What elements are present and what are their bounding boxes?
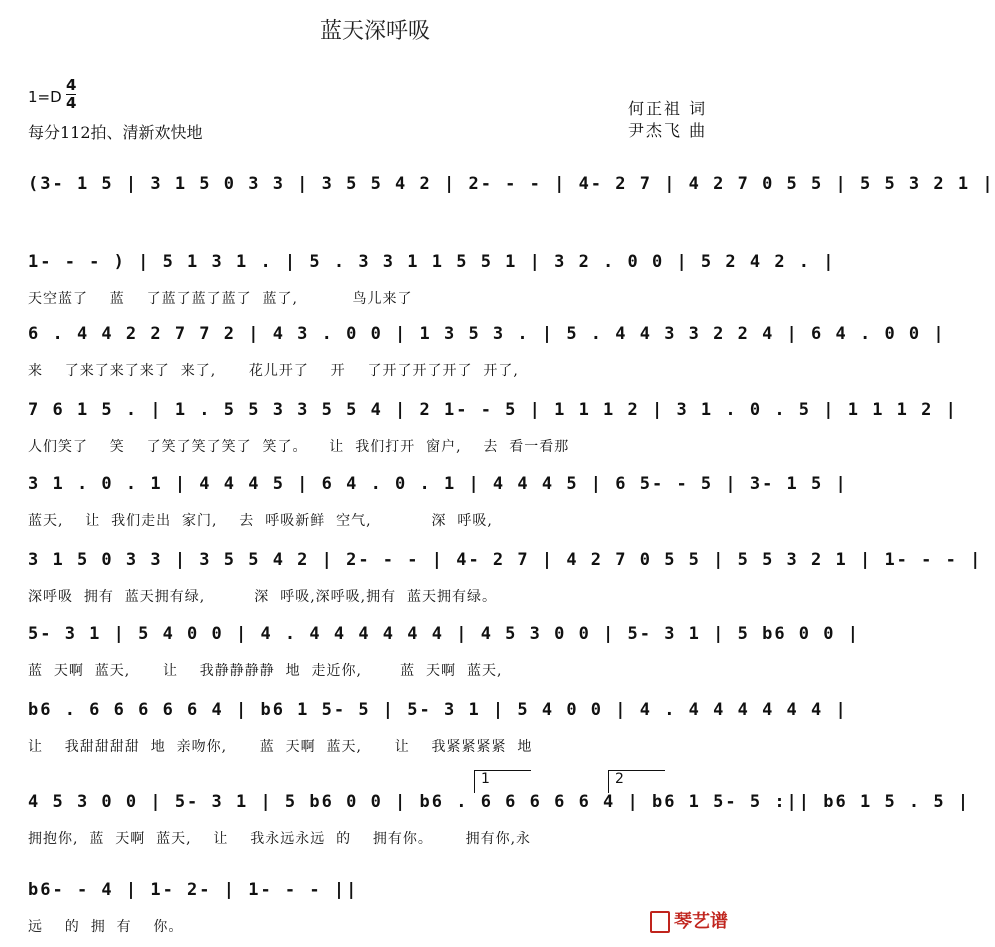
lyrics-line: 深呼吸 拥有 蓝天拥有绿, 深 呼吸,深呼吸,拥有 蓝天拥有绿。: [28, 589, 498, 605]
system-2: [0, 252, 836, 307]
key-signature: 1=D: [28, 88, 62, 106]
lyricist-credit: 何正祖 词: [628, 99, 708, 118]
notes-line: b6 . 6 6 6 6 6 4 | b6 1 5- 5 | 5- 3 1 | 5 4 0 0 | 4 . 4 4 4 4 4 4 |: [28, 700, 848, 720]
system-4: [0, 400, 958, 455]
system-1: [0, 174, 995, 208]
lyrics-line: 拥抱你, 蓝 天啊 蓝天, 让 我永远永远 的 拥有你。 拥有你,永: [28, 831, 532, 847]
system-3: [0, 324, 946, 379]
volta-second-ending: 2: [608, 770, 665, 793]
qinyipu-logo-icon: [650, 911, 670, 933]
lyrics-line: 让 我甜甜甜甜 地 亲吻你, 蓝 天啊 蓝天, 让 我紧紧紧紧 地: [28, 739, 533, 755]
notes-line: 5- 3 1 | 5 4 0 0 | 4 . 4 4 4 4 4 4 | 4 5 3 0 0 | 5- 3 1 | 5 b6 0 0 |: [28, 624, 860, 644]
notes-line: 7 6 1 5 . | 1 . 5 5 3 3 5 5 4 | 2 1- - 5 | 1 1 1 2 | 3 1 . 0 . 5 | 1 1 1 2 |: [28, 400, 958, 420]
notes-line: 3 1 5 0 3 3 | 3 5 5 4 2 | 2- - - | 4- 2 7 | 4 2 7 0 5 5 | 5 5 3 2 1 | 1- - - |: [28, 550, 983, 570]
system-8: [0, 700, 848, 755]
watermark-logo: [650, 907, 728, 933]
system-9: [0, 792, 971, 847]
system-6: [0, 550, 983, 605]
volta-first-ending: 1: [474, 770, 531, 793]
time-signature-top: 4: [66, 76, 77, 94]
composer-credit: 尹杰飞 曲: [628, 121, 708, 140]
notes-line: (3- 1 5 | 3 1 5 0 3 3 | 3 5 5 4 2 | 2- - - | 4- 2 7 | 4 2 7 0 5 5 | 5 5 3 2 1 |: [28, 174, 995, 194]
notes-line: 3 1 . 0 . 1 | 4 4 4 5 | 6 4 . 0 . 1 | 4 4 4 5 | 6 5- - 5 | 3- 1 5 |: [28, 474, 848, 494]
notes-line: 1- - - ) | 5 1 3 1 . | 5 . 3 3 1 1 5 5 1 | 3 2 . 0 0 | 5 2 4 2 . |: [28, 252, 836, 272]
watermark-text: 琴艺谱: [674, 911, 728, 932]
notes-line: 4 5 3 0 0 | 5- 3 1 | 5 b6 0 0 | b6 . 6 6 6 6 6 4 | b6 1 5- 5 :|| b6 1 5 . 5 |: [28, 792, 971, 812]
time-signature: [66, 78, 76, 111]
system-7: [0, 624, 860, 679]
tempo-marking: 每分112拍、清新欢快地: [28, 123, 203, 142]
lyrics-line: 远 的 拥 有 你。: [28, 919, 184, 935]
notes-line: b6- - 4 | 1- 2- | 1- - - ||: [28, 880, 359, 900]
system-5: [0, 474, 848, 529]
notes-line: 6 . 4 4 2 2 7 7 2 | 4 3 . 0 0 | 1 3 5 3 . | 5 . 4 4 3 3 2 2 4 | 6 4 . 0 0 |: [28, 324, 946, 344]
lyrics-line: 人们笑了 笑 了笑了笑了笑了 笑了。 让 我们打开 窗户, 去 看一看那: [28, 439, 570, 455]
time-signature-bottom: 4: [66, 94, 77, 112]
lyrics-line: 蓝天, 让 我们走出 家门, 去 呼吸新鲜 空气, 深 呼吸,: [28, 513, 493, 529]
lyrics-line: 蓝 天啊 蓝天, 让 我静静静静 地 走近你, 蓝 天啊 蓝天,: [28, 663, 503, 679]
song-title: 蓝天深呼吸: [319, 19, 430, 44]
lyrics-line: 来 了来了来了来了 来了, 花儿开了 开 了开了开了开了 开了,: [28, 363, 519, 379]
lyrics-line: 天空蓝了 蓝 了蓝了蓝了蓝了 蓝了, 鸟儿来了: [28, 291, 413, 307]
